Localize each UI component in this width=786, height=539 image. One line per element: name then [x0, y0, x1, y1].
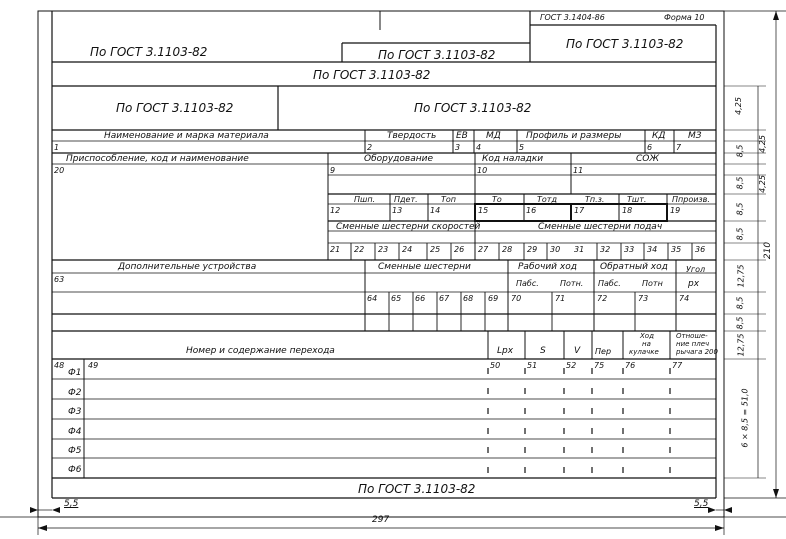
- s-label: S: [540, 346, 546, 356]
- dim-label: 8,5: [735, 202, 745, 216]
- dim-label: 8,5: [735, 316, 745, 330]
- gear-num: 25: [430, 245, 441, 254]
- pshp-label: Пшп.: [354, 195, 376, 204]
- transition-row-label: Ф5: [68, 446, 82, 456]
- mz-label: МЗ: [688, 131, 702, 141]
- num-63: 63: [54, 275, 65, 284]
- tpz-label: Тп.з.: [585, 195, 605, 204]
- gear-num: 28: [502, 245, 513, 254]
- md-label: МД: [486, 131, 501, 141]
- num-6: 6: [647, 143, 653, 152]
- gear-num: 26: [454, 245, 465, 254]
- cam-stroke-label-2: на: [642, 340, 651, 348]
- lever-ratio-label-1: Отноше-: [676, 332, 708, 340]
- num-19: 19: [670, 206, 681, 215]
- to-label: То: [492, 195, 502, 204]
- kd-label: КД: [652, 131, 666, 141]
- num-14: 14: [430, 206, 441, 215]
- gear-num: 33: [624, 245, 635, 254]
- num-11: 11: [573, 166, 584, 175]
- angle-label-2: рх: [688, 279, 700, 289]
- gost-ref-row3-left: По ГОСТ 3.1103-82: [116, 101, 234, 115]
- extra-num: 70: [511, 294, 522, 303]
- extra-num: 71: [555, 294, 566, 303]
- gear-num: 23: [378, 245, 389, 254]
- gost-ref-top-mid: По ГОСТ 3.1103-82: [378, 48, 496, 62]
- num-5: 5: [519, 143, 525, 152]
- transition-row-label: Ф3: [68, 407, 82, 417]
- potn2-label: Потн: [642, 279, 663, 288]
- lever-ratio-label-3: рычага 200: [676, 348, 718, 356]
- num-49: 49: [88, 361, 99, 370]
- return-stroke-label: Обратный ход: [600, 262, 668, 272]
- dim-right-margin: 5,5: [694, 499, 709, 509]
- num-52: 52: [566, 361, 577, 370]
- gear-num: 30: [550, 245, 561, 254]
- extra-num: 68: [463, 294, 474, 303]
- gost-number: ГОСТ 3.1404-86: [540, 13, 605, 22]
- gear-num: 24: [402, 245, 413, 254]
- transition-header-label: Номер и содержание перехода: [186, 346, 335, 356]
- gear-num: 27: [478, 245, 489, 254]
- dim-label: 12,75: [736, 264, 746, 288]
- extra-num: 66: [415, 294, 426, 303]
- num-76: 76: [625, 361, 636, 370]
- extra-num: 74: [679, 294, 690, 303]
- dim-left-margin: 5,5: [64, 499, 79, 509]
- num-75: 75: [594, 361, 605, 370]
- cam-stroke-label-1: Ход: [640, 332, 654, 340]
- dim-label: 6 × 8,5 = 51,0: [740, 388, 750, 448]
- dim-label: 12,75: [736, 333, 746, 357]
- num-10: 10: [477, 166, 488, 175]
- material-label: Наименование и марка материала: [104, 131, 269, 141]
- gost-ref-footer: По ГОСТ 3.1103-82: [358, 482, 476, 496]
- transition-row-label: Ф6: [68, 465, 82, 475]
- num-3: 3: [455, 143, 461, 152]
- dim-label: 4,25: [757, 175, 767, 193]
- change-gears-label: Сменные шестерни: [378, 262, 471, 272]
- form-label: Форма 10: [664, 13, 705, 22]
- tsht-label: Тшт.: [627, 195, 647, 204]
- gear-num: 22: [354, 245, 365, 254]
- gear-num: 32: [600, 245, 611, 254]
- num-13: 13: [392, 206, 403, 215]
- extra-num: 65: [391, 294, 402, 303]
- gear-num: 31: [574, 245, 585, 254]
- gost-ref-row3-right: По ГОСТ 3.1103-82: [414, 101, 532, 115]
- lrx-label: Lрх: [497, 346, 514, 356]
- num-50: 50: [490, 361, 501, 370]
- dim-width: 297: [372, 515, 390, 525]
- top-label: Топ: [441, 195, 457, 204]
- lever-ratio-label-2: ние плеч: [676, 340, 710, 348]
- num-51: 51: [527, 361, 538, 370]
- coolant-label: СОЖ: [636, 154, 660, 164]
- num-20: 20: [54, 166, 65, 175]
- additional-devices-label: Дополнительные устройства: [118, 262, 257, 272]
- dim-label: 8,5: [735, 176, 745, 190]
- tvsp-label: Тотд: [537, 195, 557, 204]
- transition-row-label: Ф1: [68, 368, 82, 378]
- num-1: 1: [54, 143, 60, 152]
- hardness-label: Твердость: [387, 131, 437, 141]
- num-16: 16: [526, 206, 537, 215]
- gost-ref-row2: По ГОСТ 3.1103-82: [313, 68, 431, 82]
- num-48: 48: [54, 361, 65, 370]
- extra-num: 64: [367, 294, 378, 303]
- ev-label: ЕВ: [456, 131, 468, 141]
- v-label: V: [574, 346, 581, 356]
- dim-label: 8,5: [735, 144, 745, 158]
- gost-ref-top-left: По ГОСТ 3.1103-82: [90, 45, 208, 59]
- pabs-label: Пабс.: [516, 279, 539, 288]
- setup-code-label: Код наладки: [482, 154, 544, 164]
- transition-row-label: Ф2: [68, 388, 82, 398]
- num-15: 15: [478, 206, 489, 215]
- num-12: 12: [330, 206, 341, 215]
- gear-num: 34: [647, 245, 658, 254]
- gear-num: 35: [671, 245, 682, 254]
- dim-label: 8,5: [735, 227, 745, 241]
- gost-ref-top-right: По ГОСТ 3.1103-82: [566, 37, 684, 51]
- num-18: 18: [622, 206, 633, 215]
- dim-label: 4,25: [757, 135, 767, 153]
- dim-label: 210: [763, 241, 774, 260]
- angle-label: Угол: [686, 265, 706, 274]
- num-77: 77: [672, 361, 683, 370]
- num-17: 17: [574, 206, 585, 215]
- gear-num: 29: [527, 245, 538, 254]
- fixture-label: Приспособление, код и наименование: [66, 154, 249, 164]
- pabs2-label: Пабс.: [598, 279, 621, 288]
- dim-label: 4,25: [733, 97, 743, 115]
- extra-num: 73: [638, 294, 649, 303]
- dim-label: 8,5: [735, 296, 745, 310]
- potn-label: Потн.: [560, 279, 584, 288]
- num-9: 9: [330, 166, 336, 175]
- pproizv-label: Ппроизв.: [672, 195, 710, 204]
- extra-num: 69: [488, 294, 499, 303]
- profile-label: Профиль и размеры: [526, 131, 622, 141]
- num-4: 4: [476, 143, 482, 152]
- equipment-label: Оборудование: [364, 154, 433, 164]
- work-stroke-label: Рабочий ход: [518, 262, 577, 272]
- gear-num: 21: [330, 245, 341, 254]
- num-7: 7: [676, 143, 682, 152]
- speed-gears-label: Сменные шестерни скоростей: [336, 222, 481, 232]
- pdet-label: Пдет.: [394, 195, 418, 204]
- pper-label: Пер: [595, 347, 612, 356]
- gear-num: 36: [695, 245, 706, 254]
- transition-row-label: Ф4: [68, 427, 82, 437]
- feed-gears-label: Сменные шестерни подач: [538, 222, 663, 232]
- cam-stroke-label-3: кулачке: [629, 348, 659, 356]
- num-2: 2: [367, 143, 373, 152]
- extra-num: 72: [597, 294, 608, 303]
- extra-num: 67: [439, 294, 450, 303]
